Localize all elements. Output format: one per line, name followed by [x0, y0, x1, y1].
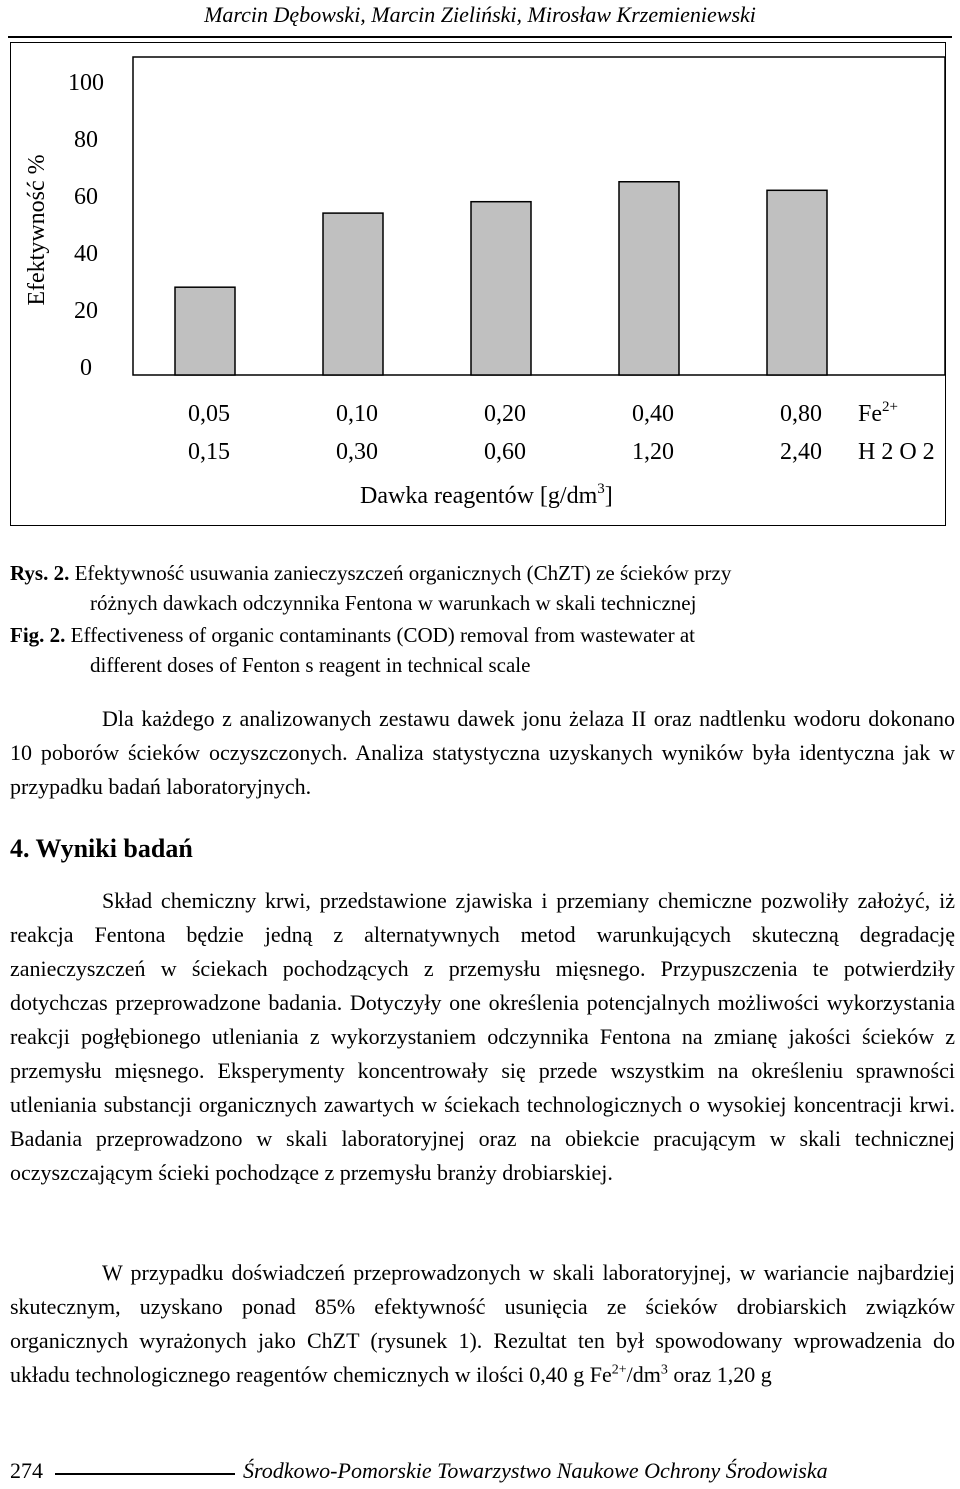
x-label-h2o2-4: 1,20 [632, 439, 674, 465]
y-tick-label-40: 40 [74, 241, 98, 267]
section-heading: 4. Wyniki badań [10, 834, 193, 863]
x-label-fe-4: 0,40 [632, 401, 674, 427]
bar-2 [323, 213, 383, 375]
y-tick-label-20: 20 [74, 298, 98, 324]
y-axis-label: Efektywność % [24, 154, 50, 306]
x-axis-label-sup: 3 [597, 481, 605, 497]
y-tick-label-60: 60 [74, 184, 98, 210]
x-label-h2o2-5: 2,40 [780, 439, 822, 465]
fe-charge-superscript: 2+ [611, 1362, 627, 1378]
caption-pl-line2: różnych dawkach odczynnika Fentona w warunkach w skali technicznej [90, 591, 697, 615]
fe-superscript: 2+ [882, 399, 898, 415]
y-tick-labels [68, 70, 104, 381]
x-axis-label: Dawka reagentów $[g/dm^3]$ [360, 481, 613, 509]
x-category-labels [188, 401, 822, 465]
paragraph-results-2: W przypadku doświadczeń przeprowadzonych w skali laboratoryjnej, w wariancie najbardziej skutecznym, uzyskano ponad 85% efektywność usunięcia ze ścieków drobiarskich związków organicznych wyrażonych jako ChZT (rysunek 1). Rezultat ten był spowodowany wprowadzenia do układu technologicznego reagentów chemicznych w ilości 0,40 g $Fe^{2+}/dm^3$ oraz 1,20 g [10, 1260, 955, 1387]
bar-1 [175, 287, 235, 375]
caption-pl-line1: Efektywność usuwania zanieczyszczeń organicznych (ChZT) ze ścieków przy [74, 561, 732, 585]
footer-rule [55, 1473, 235, 1475]
x-label-h2o2-3: 0,60 [484, 439, 526, 465]
dm3-superscript: 3 [660, 1362, 668, 1378]
fe-row-label: $Fe^{2+}$ [858, 399, 898, 427]
figure-caption-en [10, 620, 950, 680]
x-label-fe-1: 0,05 [188, 401, 230, 427]
x-label-h2o2-2: 0,30 [336, 439, 378, 465]
bar-4 [619, 182, 679, 375]
caption-en-line1: Effectiveness of organic contaminants (COD) removal from wastewater at [70, 623, 696, 647]
y-tick-label-0: 0 [80, 355, 92, 381]
bar-5 [767, 190, 827, 375]
paragraph-methods: Dla każdego z analizowanych zestawu dawek jonu żelaza II oraz nadtlenku wodoru dokonano 10 poborów ścieków oczyszczonych. Analiza statystyczna uzyskanych wyników była identyczna jak w przypadku badań laboratoryjnych. [10, 706, 955, 799]
caption-en-label: Fig. 2. [10, 623, 66, 647]
journal-name: Środkowo-Pomorskie Towarzystwo Naukowe Ochrony Środowiska [243, 1458, 828, 1483]
bar-chart [0, 0, 960, 530]
x-label-fe-2: 0,10 [336, 401, 378, 427]
figure-caption-pl [10, 558, 950, 618]
x-label-h2o2-1: 0,15 [188, 439, 230, 465]
caption-pl-label: Rys. 2. [10, 561, 70, 585]
page-number: 274 [10, 1458, 43, 1483]
y-tick-label-100: 100 [68, 70, 104, 96]
x-label-fe-5: 0,80 [780, 401, 822, 427]
bar-series [175, 182, 827, 375]
bar-3 [471, 202, 531, 375]
y-tick-label-80: 80 [74, 127, 98, 153]
x-label-fe-3: 0,20 [484, 401, 526, 427]
caption-en-line2: different doses of Fenton s reagent in technical scale [90, 653, 531, 677]
h2o2-row-label: H 2 O 2 [858, 439, 935, 465]
running-header: Marcin Dębowski, Marcin Zieliński, Mirosław Krzemieniewski [204, 2, 756, 27]
paragraph-results-1: Skład chemiczny krwi, przedstawione zjawiska i przemiany chemiczne pozwoliły założyć, iż reakcja Fentona będzie jedną z alternatywnych metod warunkujących skuteczną degradację zanieczyszczeń w ściekach pochodzących z przemysłu mięsnego. Przypuszczenia te potwierdziły dotychczas przeprowadzone badania. Dotyczyły one określenia potencjalnych możliwości wykorzystania reakcji pogłębionego utleniania z wykorzystaniem odczynnika Fentona na zmianę jakości ścieków z przemysłu mięsnego. Eksperymenty koncentrowały się przede wszystkim na określeniu sprawności utleniania substancji organicznych zawartych w ściekach technologicznych o wysokiej koncentracji krwi. Badania przeprowadzono w skali laboratoryjnej oraz na obiekcie pracującym w skali technicznej oczyszczającym ścieki pochodzące z przemysłu branży drobiarskiej. [10, 888, 955, 1185]
